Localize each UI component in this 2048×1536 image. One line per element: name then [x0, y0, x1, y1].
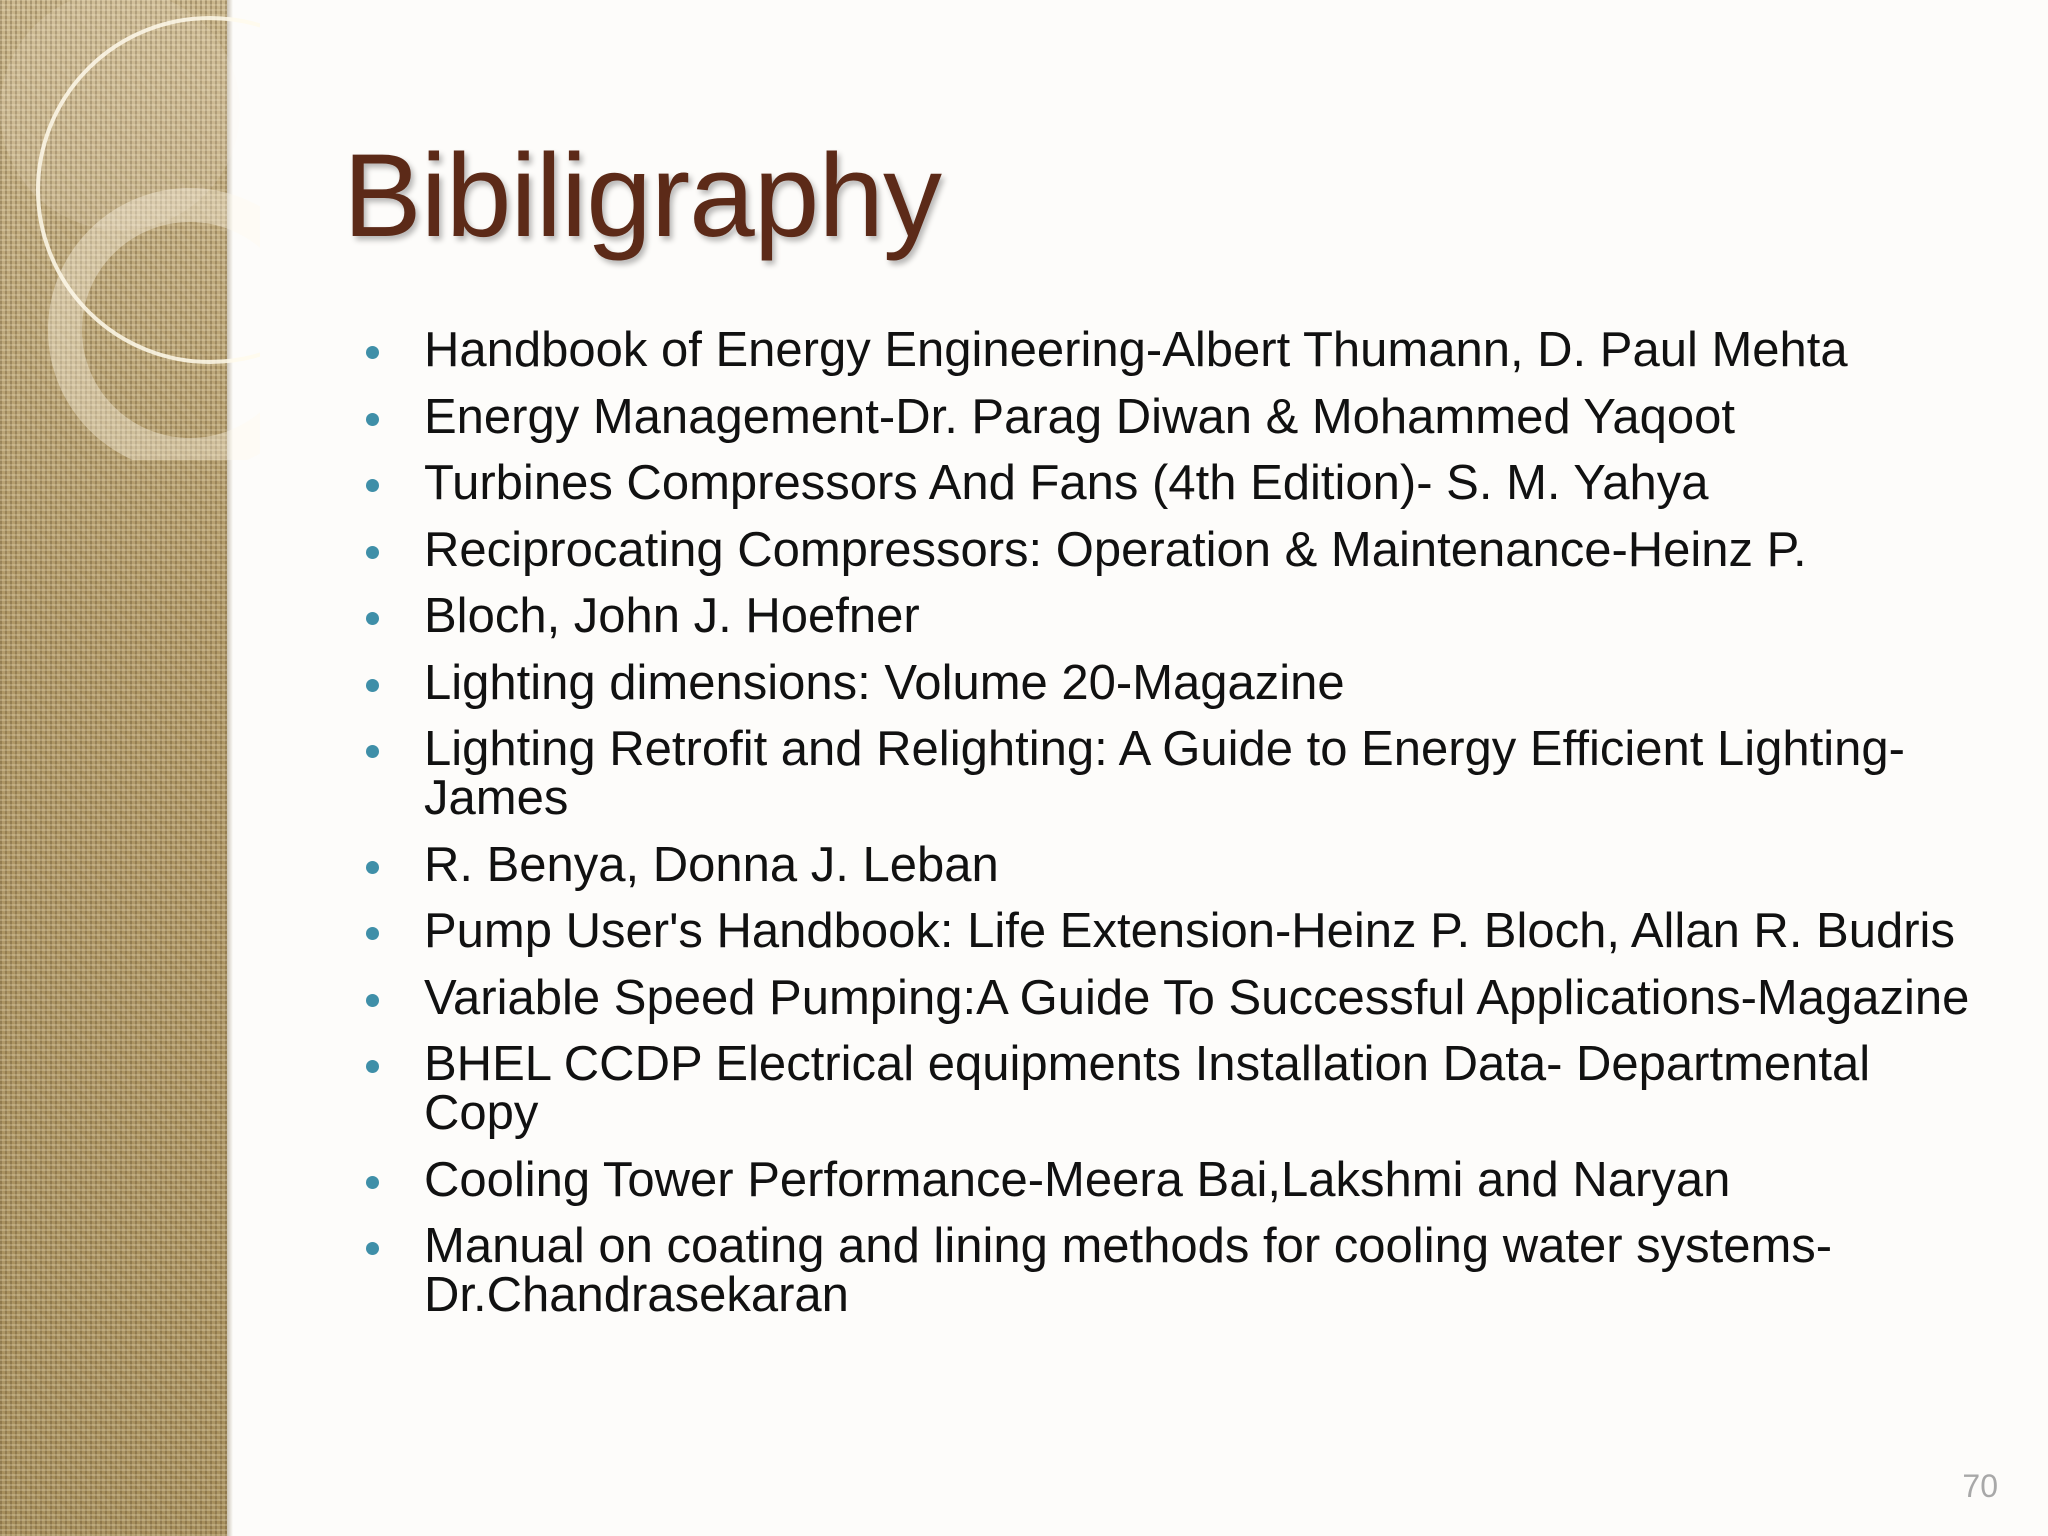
bullet-icon: [366, 1242, 379, 1255]
reference-text: Bloch, John J. Hoefner: [424, 589, 920, 643]
reference-item: [362, 323, 1982, 377]
reference-text: Handbook of Energy Engineering-Albert Thumann, D. Paul Mehta: [424, 323, 1848, 377]
reference-item: [362, 1219, 1982, 1322]
bullet-icon: [366, 413, 379, 426]
bullet-icon: [366, 679, 379, 692]
bullet-icon: [366, 927, 379, 940]
panel-edge-shadow: [227, 0, 233, 1536]
bullet-icon: [366, 745, 379, 758]
reference-item: [362, 456, 1982, 510]
bullet-icon: [366, 612, 379, 625]
reference-text: Energy Management-Dr. Parag Diwan & Mohammed Yaqoot: [424, 389, 1735, 444]
reference-item: [362, 837, 1982, 892]
reference-text: Lighting Retrofit and Relighting: A Guide to Energy Efficient Lighting-James: [424, 722, 1905, 825]
page-number: 70: [1962, 1468, 1998, 1504]
bullet-icon: [366, 346, 379, 359]
reference-text: Manual on coating and lining methods for cooling water systems-Dr.Chandrasekaran: [424, 1219, 1833, 1322]
reference-item: [362, 1152, 1982, 1207]
slide-title: Bibiligraphy: [343, 130, 941, 262]
reference-item: [362, 522, 1982, 577]
bullet-icon: [366, 479, 379, 492]
reference-text: Lighting dimensions: Volume 20-Magazine: [424, 655, 1345, 710]
reference-text: Pump User's Handbook: Life Extension-Heinz P. Bloch, Allan R. Budris: [424, 904, 1955, 958]
reference-text: R. Benya, Donna J. Leban: [424, 837, 999, 892]
reference-item: [362, 904, 1982, 958]
reference-item: [362, 1037, 1982, 1140]
reference-text: Cooling Tower Performance-Meera Bai,Lakshmi and Naryan: [424, 1152, 1731, 1207]
reference-item: [362, 389, 1982, 444]
reference-item: [362, 589, 1982, 643]
reference-text: BHEL CCDP Electrical equipments Installation Data- Departmental Copy: [424, 1037, 1871, 1140]
bullet-icon: [366, 994, 379, 1007]
bullet-icon: [366, 861, 379, 874]
reference-item: [362, 970, 1982, 1025]
bibliography-list: [362, 323, 1982, 1338]
reference-item: [362, 722, 1982, 825]
bullet-icon: [366, 1176, 379, 1189]
reference-text: Turbines Compressors And Fans (4th Edition)- S. M. Yahya: [424, 456, 1709, 510]
bullet-icon: [366, 546, 379, 559]
burlap-texture-panel: [0, 0, 227, 1536]
reference-text: Variable Speed Pumping:A Guide To Successful Applications-Magazine: [424, 970, 1970, 1025]
bullet-icon: [366, 1060, 379, 1073]
reference-item: [362, 655, 1982, 710]
reference-text: Reciprocating Compressors: Operation & Maintenance-Heinz P.: [424, 522, 1807, 577]
